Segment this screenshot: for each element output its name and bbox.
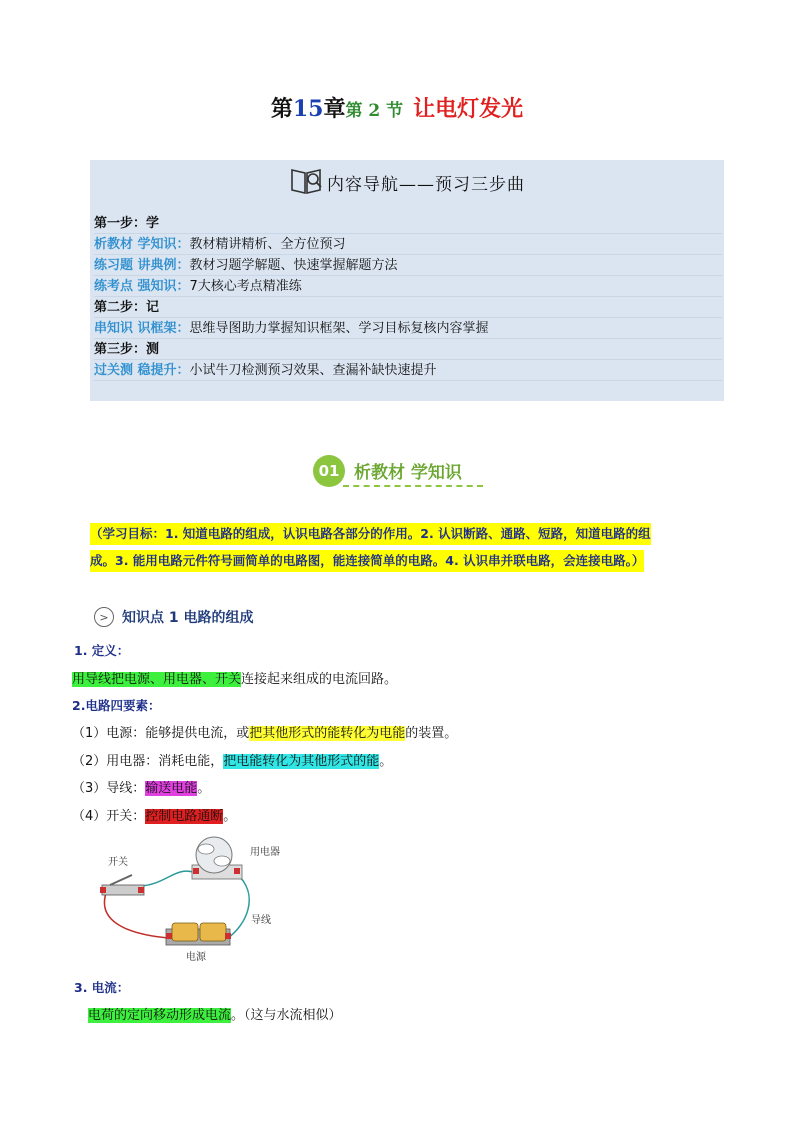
section-underline — [343, 485, 483, 487]
guide-row-key: 练考点 强知识： — [94, 279, 190, 294]
guide-row-text: 第三步：测 — [94, 342, 160, 357]
guide-row-key: 串知识 识框架： — [94, 321, 190, 336]
label-power-source: 电源 — [186, 952, 206, 963]
page-title: 第15章第 2 节 让电灯发光 — [270, 96, 524, 122]
current-heading: 3. 电流： — [74, 980, 130, 995]
label-appliance: 用电器 — [250, 847, 280, 858]
definition-text: 用导线把电源、用电器、开关连接起来组成的电流回路。 — [72, 672, 398, 687]
section-label: 析教材 学知识 — [354, 463, 462, 483]
element-appliance: （2）用电器：消耗电能，把电能转化为其他形式的能。 — [72, 754, 393, 769]
guide-row — [94, 235, 722, 255]
guide-row-text: 第一步：学 — [94, 216, 160, 231]
chevron-right-circle-icon: > — [94, 607, 114, 627]
element-wire: （3）导线：输送电能。 — [72, 781, 211, 796]
element-switch: （4）开关：控制电路通断。 — [72, 809, 237, 824]
current-text: 电荷的定向移动形成电流。（这与水流相似） — [88, 1008, 342, 1023]
guide-row-text: 小试牛刀检测预习效果、查漏补缺快速提升 — [189, 363, 437, 378]
guide-row-key: 析教材 学知识： — [94, 237, 190, 252]
book-icon — [289, 165, 323, 199]
element-power-source: （1）电源：能够提供电流，或把其他形式的能转化为电能的装置。 — [72, 726, 458, 741]
objectives-line-1: （学习目标：1. 知道电路的组成，认识电路各部分的作用。2. 认识断路、通路、短路，知道电路的组 — [90, 523, 651, 545]
elements-heading: 2.电路四要素： — [72, 698, 161, 713]
guide-row — [94, 277, 722, 297]
guide-header — [90, 160, 724, 204]
guide-row-text: 教材习题学解题、快速掌握解题方法 — [189, 258, 398, 273]
guide-row — [94, 256, 722, 276]
label-switch: 开关 — [108, 857, 128, 868]
section-badge — [310, 452, 485, 492]
circuit-figure — [96, 835, 296, 965]
content-guide-box — [90, 160, 724, 401]
guide-row-text: 教材精讲精析、全方位预习 — [189, 237, 346, 252]
guide-row — [94, 298, 722, 318]
label-wire: 导线 — [251, 915, 271, 926]
guide-row-text: 7大核心考点精准练 — [189, 279, 302, 294]
knowledge-point-heading: > 知识点 1 电路的组成 — [94, 606, 254, 628]
guide-row — [94, 214, 722, 234]
guide-row — [94, 361, 722, 381]
section-number: 01 — [313, 455, 345, 487]
guide-heading: 内容导航——预习三步曲 — [327, 174, 525, 195]
guide-row-key: 过关测 稳提升： — [94, 363, 190, 378]
guide-row-text: 思维导图助力掌握知识框架、学习目标复核内容掌握 — [189, 321, 489, 336]
objectives-line-2: 成。3. 能用电路元件符号画简单的电路图，能连接简单的电路。4. 认识串并联电路，会连接电路。） — [90, 550, 644, 572]
guide-row — [94, 340, 722, 360]
guide-row-key: 练习题 讲典例： — [94, 258, 190, 273]
guide-row-text: 第二步：记 — [94, 300, 160, 315]
guide-row — [94, 319, 722, 339]
definition-heading: 1. 定义： — [74, 643, 130, 658]
